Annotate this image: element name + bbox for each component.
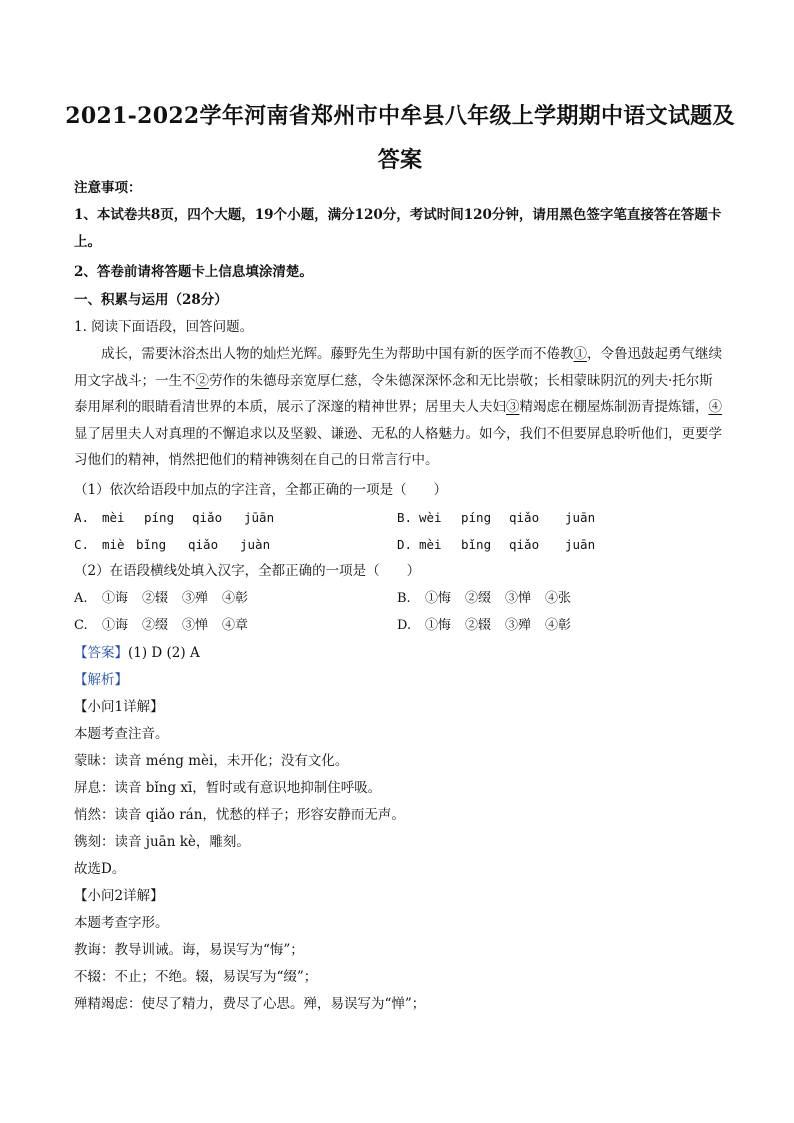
option-label: A. (74, 591, 88, 606)
option-2d (397, 616, 585, 636)
blank-2: ② (195, 372, 209, 389)
detail-2-heading: 【小问2详解】 (74, 888, 164, 904)
analysis-tag: 【解析】 (74, 672, 128, 688)
passage (74, 341, 724, 474)
option-item: mèi (419, 537, 442, 552)
option-item: ③惮 (505, 591, 532, 606)
option-label: B. (397, 591, 411, 606)
option-2a (74, 589, 262, 609)
detail-2-line: 殚精竭虑：使尽了精力，费尽了心思。殚，易误写为“惮”； (74, 996, 426, 1012)
option-item: juān (565, 510, 596, 525)
option-item: wèi (419, 510, 442, 525)
option-item: ②辍 (142, 591, 169, 606)
passage-text-5: 显了居里夫人对真理的不懈追求以及坚毅、谦逊、无私的人格魅力。如今，我们不但要屏息聆听他们，更要学习他们的精神，悄然把他们的精神镌刻在自己的日常言行中。 (74, 425, 722, 468)
detail-2-line: 不辍：不止；不绝。辍，易误写为“缀”； (74, 969, 318, 985)
detail-1-heading: 【小问1详解】 (74, 699, 164, 715)
sub-question-1: （1）依次给语段中加点的字注音，全都正确的一项是（ ） (74, 482, 448, 498)
passage-text-3: 劳作的朱德母亲宽厚仁慈，令朱德深深怀念和无比崇敬；长相蒙昧阴沉的列夫·托尔斯泰用犀利的眼睛看清世界的本质，展示了深邃的精神世界；居里夫人夫妇 (74, 372, 713, 415)
notice-1: 1、本试卷共8页，四个大题，19个小题，满分120分，考试时间120分钟，请用黑色签字笔直接答在答题卡上。 (74, 207, 722, 250)
answer-tag: 【答案】 (74, 645, 128, 661)
option-label: C. (74, 618, 88, 633)
detail-1-line: 镌刻：读音 juān kè，雕刻。 (74, 834, 250, 850)
detail-2-line: 教诲：教导训诫。诲，易误写为“悔”； (74, 942, 304, 958)
detail-1-line: 屏息：读音 bǐng xī，暂时或有意识地抑制住呼吸。 (74, 780, 382, 796)
option-item: píng (461, 510, 492, 525)
option-item: bǐng (136, 537, 167, 552)
option-item: ③殚 (505, 618, 532, 633)
option-item: qiǎo (509, 537, 540, 552)
passage-text-2: ，令鲁迅鼓起勇气继续用文字战斗；一生不 (74, 346, 722, 389)
option-item: píng (144, 510, 175, 525)
option-label: B. (397, 510, 413, 525)
answer-line (74, 643, 200, 663)
option-item: bǐng (461, 537, 492, 552)
option-1c (74, 535, 270, 555)
notice-heading: 注意事项： (74, 180, 142, 196)
option-label: D. (397, 618, 412, 633)
option-2c (74, 616, 262, 636)
option-item: ①悔 (425, 618, 452, 633)
sub-question-2: （2）在语段横线处填入汉字，全都正确的一项是（ ） (74, 563, 421, 579)
blank-1: ① (573, 346, 587, 362)
option-label: C. (74, 537, 90, 552)
blank-3: ③ (506, 399, 520, 415)
notice-2: 2、答卷前请将答题卡上信息填涂清楚。 (74, 264, 313, 280)
passage-text-1: 成长，需要沐浴杰出人物的灿烂光辉。藤野先生为帮助中国有新的医学而不倦教 (101, 346, 574, 362)
detail-1-line: 悄然：读音 qiǎo rán，忧愁的样子；形容安静而无声。 (74, 807, 405, 823)
option-item: ③惮 (182, 618, 209, 633)
option-item: juān (565, 537, 596, 552)
option-2b (397, 589, 585, 609)
option-item: ②缀 (142, 618, 169, 633)
question-1: 1. 阅读下面语段，回答问题。 (74, 319, 254, 335)
option-label: A. (74, 510, 90, 525)
option-item: miè (102, 537, 125, 552)
option-item: mèi (102, 510, 125, 525)
detail-2-intro: 本题考查字形。 (74, 915, 169, 931)
answer-text: (1) D (2) A (128, 645, 200, 661)
option-item: qiǎo (509, 510, 540, 525)
option-1d (397, 535, 595, 555)
option-1b (397, 508, 595, 528)
option-item: ①诲 (102, 591, 129, 606)
option-item: ④章 (222, 618, 249, 633)
document-title: 2021-2022学年河南省郑州市中牟县八年级上学期期中语文试题及答案 (65, 103, 735, 173)
option-item: qiǎo (188, 537, 219, 552)
option-label: D. (397, 537, 413, 552)
detail-1-intro: 本题考查注音。 (74, 726, 169, 742)
section-heading: 一、积累与运用（28分） (74, 292, 228, 308)
blank-4: ④ (708, 399, 722, 415)
detail-1-line: 故选D。 (74, 861, 126, 877)
option-1a (74, 508, 274, 528)
option-item: ①悔 (425, 591, 452, 606)
option-item: ③殚 (182, 591, 209, 606)
option-item: ④张 (545, 591, 572, 606)
option-item: ④彰 (222, 591, 249, 606)
detail-1-line: 蒙昧：读音 méng mèi，未开化；没有文化。 (74, 753, 349, 769)
option-item: jūān (244, 510, 275, 525)
passage-text-4: 精竭虑在棚屋炼制沥青提炼镭， (519, 399, 709, 415)
option-item: ①诲 (102, 618, 129, 633)
option-item: ②缀 (465, 591, 492, 606)
option-item: ④彰 (545, 618, 572, 633)
option-item: ②辍 (465, 618, 492, 633)
option-item: juàn (240, 537, 271, 552)
option-item: qiǎo (192, 510, 223, 525)
